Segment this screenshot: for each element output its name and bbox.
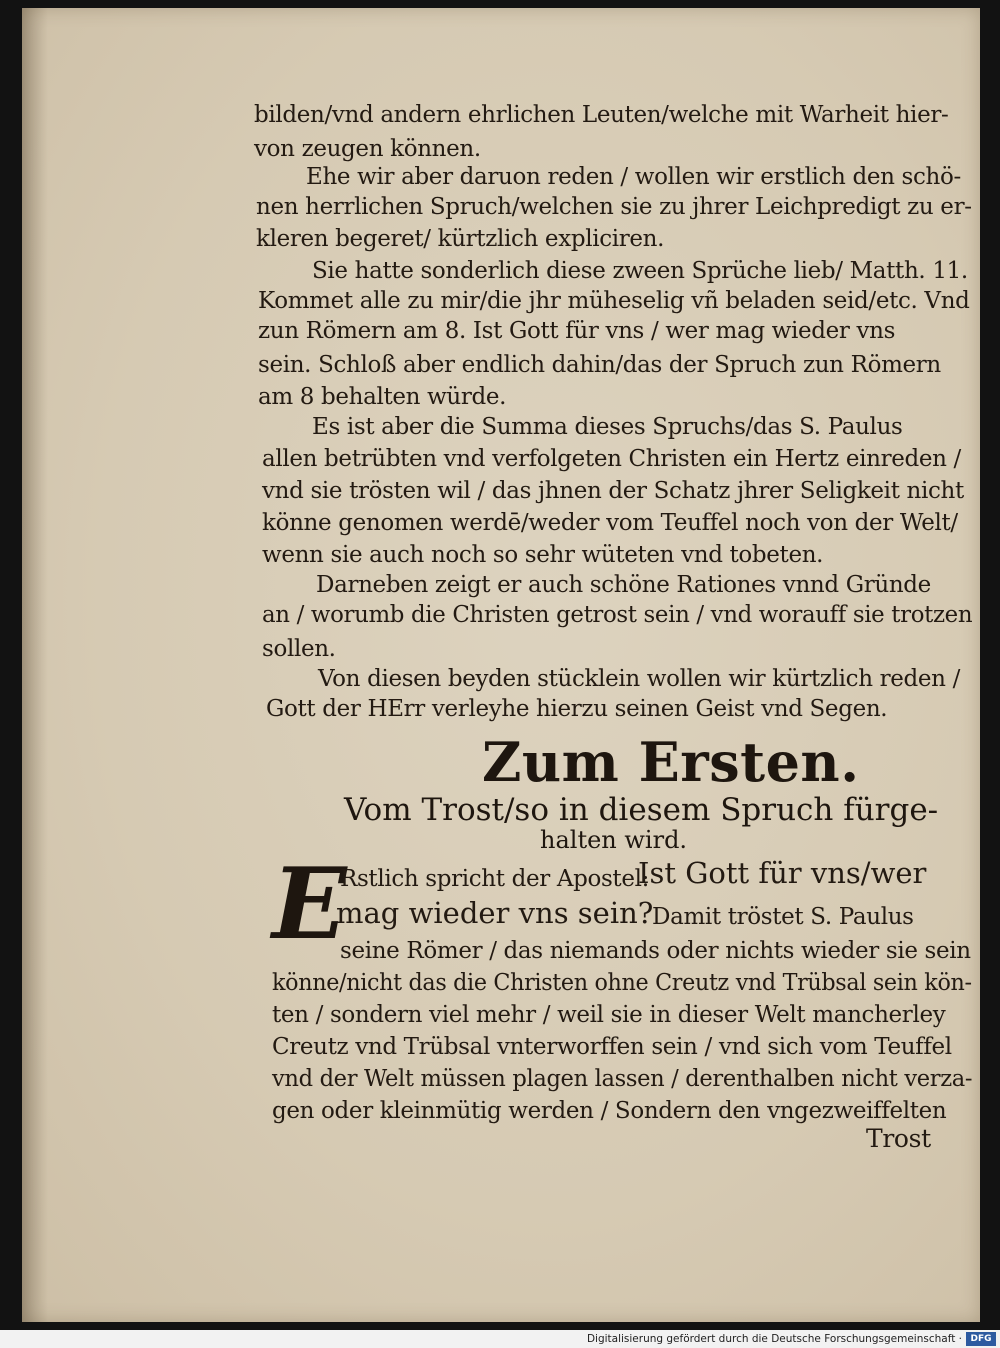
catchword: Trost [866, 1124, 931, 1153]
text-line: Darneben zeigt er auch schöne Rationes vnnd Gründe [316, 572, 931, 598]
drop-cap: E [272, 847, 347, 962]
text-line: allen betrübten vnd verfolgeten Christen ein Hertz einreden / [262, 446, 961, 472]
text-line: sein. Schloß aber endlich dahin/das der Spruch zun Römern [258, 352, 941, 378]
text-line: von zeugen können. [254, 136, 481, 162]
text-line: Kommet alle zu mir/die jhr müheselig vñ beladen seid/etc. Vnd [258, 288, 970, 314]
text-line: Es ist aber die Summa dieses Spruchs/das S. Paulus [312, 414, 903, 440]
subheading-line: halten wird. [540, 826, 688, 854]
text-line: wenn sie auch noch so sehr wüteten vnd tobeten. [262, 542, 824, 568]
text-line: bilden/vnd andern ehrlichen Leuten/welche mit Warheit hier- [254, 102, 949, 128]
text-line: seine Römer / das niemands oder nichts wieder sie sein [340, 938, 971, 964]
text-line: ten / sondern viel mehr / weil sie in dieser Welt mancherley [272, 1002, 946, 1028]
text-line: sollen. [262, 636, 336, 662]
text-line: Creutz vnd Trübsal vnterworffen sein / vnd sich vom Teuffel [272, 1034, 952, 1060]
subheading-line: Vom Trost/so in diesem Spruch fürge- [344, 792, 939, 828]
text-line: nen herrlichen Spruch/welchen sie zu jhrer Leichpredigt zu er- [256, 194, 972, 220]
text-line-emphasis: mag wieder vns sein? [336, 896, 654, 930]
footer-credit: Digitalisierung gefördert durch die Deutsche Forschungsgemeinschaft · [586, 1333, 962, 1345]
text-line: könne/nicht das die Christen ohne Creutz vnd Trübsal sein kön- [272, 970, 972, 996]
text-line: Gott der HErr verleyhe hierzu seinen Geist vnd Segen. [266, 696, 888, 722]
text-line: Sie hatte sonderlich diese zween Sprüche lieb/ Matth. 11. [312, 258, 968, 284]
text-line-emphasis: Ist Gott für vns/wer [638, 856, 927, 890]
text-line: Damit tröstet S. Paulus [652, 904, 914, 930]
section-heading: Zum Ersten. [482, 730, 860, 794]
dfg-logo-icon: DFG [966, 1332, 996, 1346]
text-line: kleren begeret/ kürtzlich expliciren. [256, 226, 665, 252]
text-line: zun Römern am 8. Ist Gott für vns / wer mag wieder vns [258, 318, 896, 344]
text-line: am 8 behalten würde. [258, 384, 507, 410]
text-line: vnd sie trösten wil / das jhnen der Schatz jhrer Seligkeit nicht [262, 478, 964, 504]
text-line: könne genomen werdē/weder vom Teuffel noch von der Welt/ [262, 510, 958, 536]
text-line: Von diesen beyden stücklein wollen wir kürtzlich reden / [318, 666, 960, 692]
text-line: an / worumb die Christen getrost sein / vnd worauff sie trotzen [262, 602, 973, 628]
text-line: gen oder kleinmütig werden / Sondern den vngezweiffelten [272, 1098, 947, 1124]
text-line: Ehe wir aber daruon reden / wollen wir erstlich den schö- [306, 164, 961, 190]
text-line: vnd der Welt müssen plagen lassen / derenthalben nicht verza- [272, 1066, 973, 1092]
text-line: Rstlich spricht der Apostel: [340, 866, 649, 892]
